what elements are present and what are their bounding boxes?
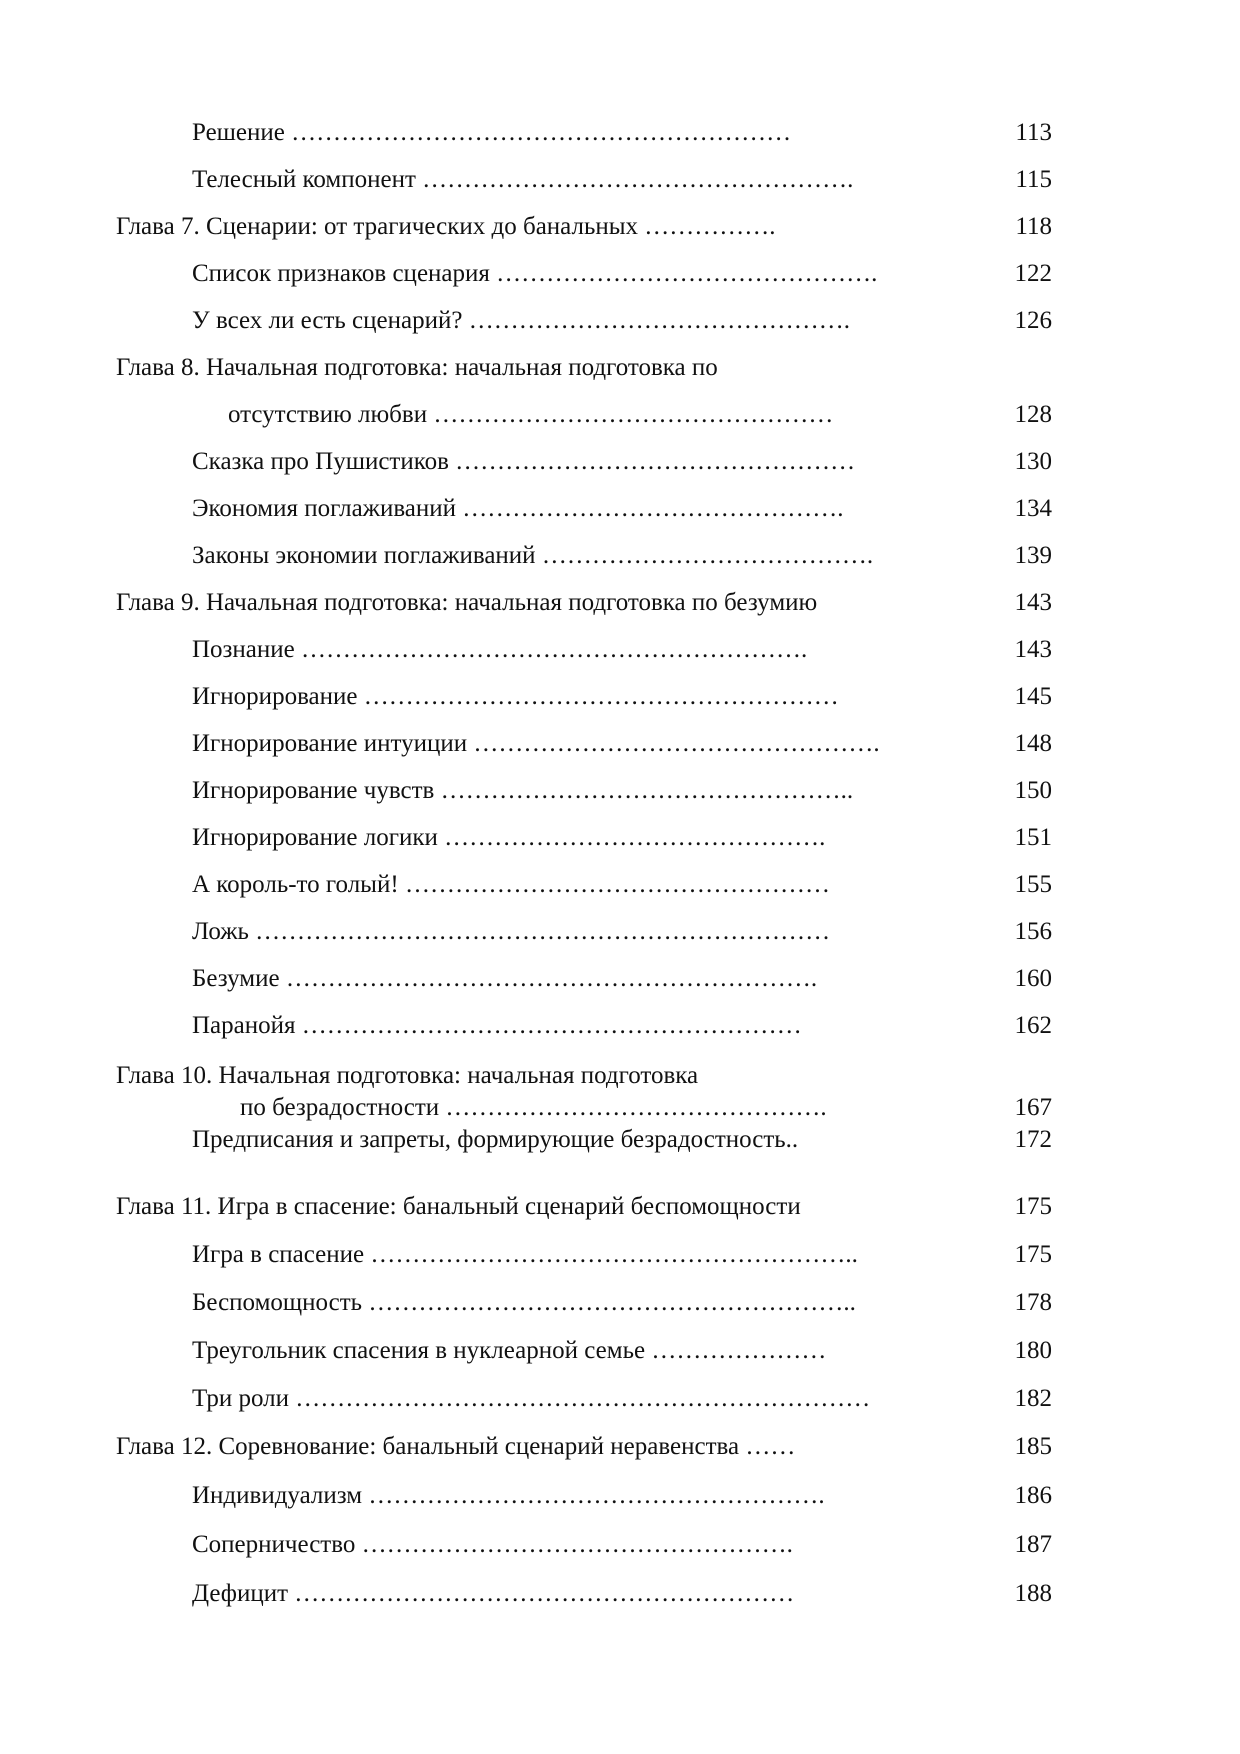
- toc-entry-page: 187: [1014, 1531, 1052, 1558]
- toc-entry-leader: …………………: [651, 1337, 827, 1364]
- toc-entry-leader: …………………………………………….: [361, 1531, 793, 1558]
- toc-entry-leader: …………………………………………: [455, 448, 856, 475]
- toc-entry-page: 143: [1014, 636, 1052, 663]
- toc-entry-text: [192, 915, 830, 949]
- toc-entry-leader: ……………………………………….: [444, 824, 826, 851]
- toc-entry-text: [116, 210, 776, 244]
- toc-entry-leader: ……………………………………….: [445, 1094, 827, 1121]
- toc-entry-title: Глава 9. Начальная подготовка: начальная подготовка по безумию: [116, 589, 818, 616]
- toc-entry-title: Индивидуализм: [192, 1482, 363, 1509]
- toc-entry-page: 148: [1014, 730, 1052, 757]
- toc-entry-text: [192, 539, 873, 573]
- toc-entry-text: [192, 633, 807, 667]
- toc-entry-title: Треугольник спасения в нуклеарной семье: [192, 1337, 646, 1364]
- toc-entry-title: Сказка про Пушистиков: [192, 448, 449, 475]
- toc-entry-title: Игра в спасение: [192, 1241, 365, 1268]
- toc-entry-leader: …………………………………………..: [440, 777, 854, 804]
- toc-entry-title: Глава 10. Начальная подготовка: начальная подготовка: [116, 1062, 699, 1089]
- toc-entry-page: 126: [1014, 307, 1052, 334]
- toc-entry-text: [192, 1528, 793, 1562]
- toc-entry-leader: …………………………………………: [433, 401, 834, 428]
- toc-entry-text: [192, 962, 817, 996]
- toc-entry-text: [192, 774, 853, 808]
- toc-entry-text: [192, 1286, 856, 1320]
- toc-entry-text: [116, 351, 718, 385]
- toc-entry-page: 122: [1014, 260, 1052, 287]
- toc-entry-text: [116, 1190, 801, 1224]
- toc-entry-leader: ……………………………………….: [462, 495, 844, 522]
- toc-entry-leader: …………………………………………………..: [368, 1289, 856, 1316]
- toc-entry-text: [192, 116, 791, 150]
- toc-entry-title: Экономия поглаживаний: [192, 495, 457, 522]
- toc-entry-leader: ……: [745, 1433, 796, 1460]
- toc-entry-title: А король-то голый!: [192, 871, 399, 898]
- toc-entry-title: по безрадостности: [240, 1094, 440, 1121]
- toc-entry-text: [192, 868, 830, 902]
- toc-entry-page: 175: [1014, 1193, 1052, 1220]
- toc-entry-text: [192, 1479, 825, 1513]
- toc-entry-leader: ……………………………………………………: [294, 1580, 795, 1607]
- toc-entry-text: [192, 1123, 798, 1157]
- toc-entry-title: Глава 12. Соревнование: банальный сценарий неравенства: [116, 1433, 740, 1460]
- toc-entry-leader: ……………………………………………………: [291, 119, 792, 146]
- toc-entry-title: Ложь: [192, 918, 249, 945]
- toc-entry-leader: …………………………………………….: [422, 166, 854, 193]
- toc-entry-page: 155: [1014, 871, 1052, 898]
- toc-entry-title: отсутствию любви: [228, 401, 428, 428]
- toc-entry-leader: ……………………………………………: [404, 871, 830, 898]
- toc-entry-leader: ………………………………………….: [473, 730, 880, 757]
- toc-entry-page: 115: [1015, 166, 1052, 193]
- toc-entry-text: [192, 257, 877, 291]
- toc-entry-page: 145: [1014, 683, 1052, 710]
- toc-entry-page: 134: [1014, 495, 1052, 522]
- toc-entry-title: Безумие: [192, 965, 280, 992]
- toc-entry-page: 143: [1014, 589, 1052, 616]
- toc-entry-page: 162: [1014, 1012, 1052, 1039]
- toc-entry-text: [116, 1059, 698, 1093]
- toc-entry-text: [116, 1430, 795, 1464]
- toc-entry-page: 113: [1015, 119, 1052, 146]
- toc-entry-leader: ………………………………….: [541, 542, 874, 569]
- toc-entry-title: Паранойя: [192, 1012, 296, 1039]
- toc-entry-page: 185: [1014, 1433, 1052, 1460]
- toc-entry-text: [192, 163, 853, 197]
- toc-entry-page: 150: [1014, 777, 1052, 804]
- toc-entry-leader: …………….: [644, 213, 776, 240]
- toc-entry-leader: ……………………………………………….: [368, 1482, 825, 1509]
- toc-entry-title: У всех ли есть сценарий?: [192, 307, 463, 334]
- toc-entry-text: [192, 1382, 870, 1416]
- toc-entry-page: 175: [1014, 1241, 1052, 1268]
- toc-entry-page: 186: [1014, 1482, 1052, 1509]
- toc-entry-page: 160: [1014, 965, 1052, 992]
- toc-entry-page: 180: [1014, 1337, 1052, 1364]
- toc-entry-leader: ……………………………………………………………: [295, 1385, 871, 1412]
- toc-entry-page: 167: [1014, 1094, 1052, 1121]
- toc-entry-page: 128: [1014, 401, 1052, 428]
- toc-entry-title: Три роли: [192, 1385, 289, 1412]
- toc-entry-title: Глава 11. Игра в спасение: банальный сценарий беспомощности: [116, 1193, 801, 1220]
- toc-entry-text: [228, 398, 833, 432]
- toc-entry-leader: …………………………………………………….: [301, 636, 808, 663]
- toc-entry-text: [192, 1577, 794, 1611]
- toc-entry-text: [192, 304, 850, 338]
- toc-entry-title: Игнорирование: [192, 683, 358, 710]
- toc-entry-title: Законы экономии поглаживаний: [192, 542, 536, 569]
- toc-entry-leader: …………………………………………………: [363, 683, 839, 710]
- toc-entry-text: [192, 492, 844, 526]
- toc-entry-page: 178: [1014, 1289, 1052, 1316]
- toc-entry-title: Соперничество: [192, 1531, 356, 1558]
- toc-entry-page: 118: [1015, 213, 1052, 240]
- toc-entry-title: Дефицит: [192, 1580, 289, 1607]
- toc-entry-page: 182: [1014, 1385, 1052, 1412]
- toc-entry-page: 130: [1014, 448, 1052, 475]
- toc-entry-title: Игнорирование логики: [192, 824, 438, 851]
- toc-entry-text: [192, 680, 839, 714]
- toc-entry-title: Телесный компонент: [192, 166, 416, 193]
- toc-entry-text: [240, 1091, 827, 1125]
- toc-entry-text: [192, 1334, 826, 1368]
- toc-entry-title: Глава 8. Начальная подготовка: начальная подготовка по: [116, 354, 718, 381]
- toc-entry-text: [192, 1238, 858, 1272]
- toc-entry-title: Глава 7. Сценарии: от трагических до банальных: [116, 213, 639, 240]
- toc-entry-leader: …………………………………………………..: [370, 1241, 858, 1268]
- toc-entry-page: 139: [1014, 542, 1052, 569]
- toc-entry-leader: ……………………………………….: [496, 260, 878, 287]
- toc-entry-title: Игнорирование чувств: [192, 777, 435, 804]
- toc-entry-leader: ……………………………………………………: [301, 1012, 802, 1039]
- toc-entry-page: 188: [1014, 1580, 1052, 1607]
- toc-entry-leader: ……………………………………………………………: [255, 918, 831, 945]
- toc-entry-title: Познание: [192, 636, 295, 663]
- toc-entry-text: [192, 1009, 802, 1043]
- toc-entry-page: 151: [1014, 824, 1052, 851]
- toc-entry-leader: ……………………………………………………….: [285, 965, 818, 992]
- toc-entry-title: Игнорирование интуиции: [192, 730, 468, 757]
- toc-entry-title: Список признаков сценария: [192, 260, 490, 287]
- toc-entry-text: [192, 445, 855, 479]
- toc-entry-page: 156: [1014, 918, 1052, 945]
- toc-entry-title: Беспомощность: [192, 1289, 363, 1316]
- toc-entry-text: [116, 586, 817, 620]
- toc-entry-title: Решение: [192, 119, 285, 146]
- toc-entry-text: [192, 821, 825, 855]
- toc-entry-page: 172: [1014, 1126, 1052, 1153]
- toc-entry-text: [192, 727, 880, 761]
- toc-entry-title: Предписания и запреты, формирующие безрадостность..: [192, 1126, 799, 1153]
- toc-entry-leader: ……………………………………….: [468, 307, 850, 334]
